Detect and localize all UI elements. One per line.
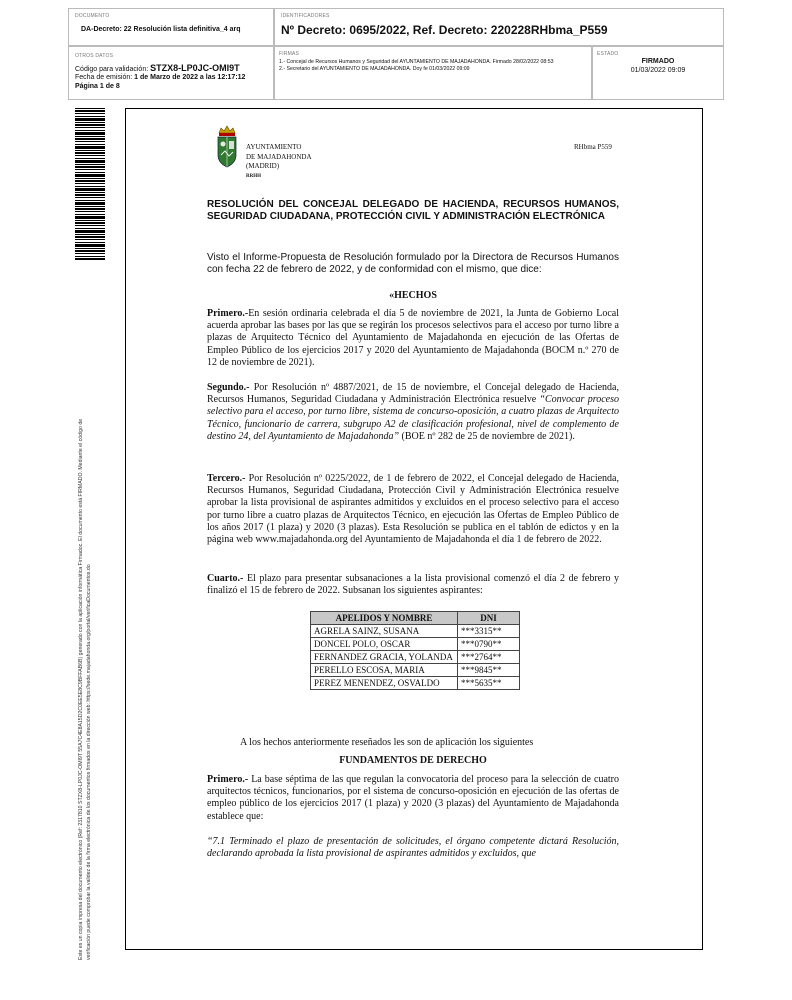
resolution-title: RESOLUCIÓN DEL CONCEJAL DELEGADO DE HACIENDA, RECURSOS HUMANOS, SEGURIDAD CIUDADANA, PROTECCIÓN CIVIL Y ADMINISTRACIÓN ELECTRÓNICA — [207, 199, 619, 222]
applicant-dni: ***2764** — [458, 651, 520, 664]
applicants-table — [310, 611, 520, 690]
header-identifiers-box — [274, 8, 724, 46]
verification-side-text — [78, 300, 93, 960]
cuarto-text: El plazo para presentar subsanaciones a la lista provisional comenzó el día 2 de febrero y finalizó el 15 de febrero de 2022. Subsanan los siguientes aspirantes: — [207, 573, 619, 597]
header-other-data-box — [68, 46, 274, 100]
documento-value: DA-Decreto: 22 Resolución lista definitiva_4 arq — [81, 26, 241, 33]
table-row — [311, 664, 520, 677]
table-row — [311, 651, 520, 664]
table-row — [311, 677, 520, 690]
applicant-dni: ***3315** — [458, 625, 520, 638]
letterhead-code: RRHH — [246, 173, 261, 179]
tercero-label: Tercero.- — [207, 473, 246, 484]
table-header-row — [311, 612, 520, 625]
table-row — [311, 638, 520, 651]
primero-label: Primero.- — [207, 308, 249, 319]
paragraph-primero — [207, 308, 619, 369]
applicant-name: FERNANDEZ GRACIA, YOLANDA — [311, 651, 458, 664]
firmas-label: FIRMAS — [279, 51, 300, 57]
applicant-name: DONCEL POLO, OSCAR — [311, 638, 458, 651]
letterhead — [246, 143, 312, 181]
primero-text: En sesión ordinaria celebrada el día 5 de noviembre de 2021, la Junta de Gobierno Local acuerda aprobar las bases por las que se regirán los procesos selectivos para el acceso por turno libre a plazas de Arquitecto Técnico del Ayuntamiento de Majadahonda en ejecución de las Ofertas de Empleo Público de los ejercicios 2017 y 2020 del Ayuntamiento de Majadahonda (BOCM n.º 270 de 12 de noviembre de 2021). — [207, 308, 619, 368]
fecha-value: 1 de Marzo de 2022 a las 12:17:12 — [134, 74, 246, 81]
status-value: FIRMADO — [641, 58, 675, 65]
quote-paragraph: “7.1 Terminado el plazo de presentación de solicitudes, el órgano competente dictará Resolución, declarando aprobada la lista provisional de aspirantes admitidos y excluidos, que — [207, 836, 619, 860]
barcode-image — [75, 108, 105, 260]
applicant-name: PERELLO ESCOSA, MARIA — [311, 664, 458, 677]
segundo-text-b: (BOE nº 282 de 25 de noviembre de 2021). — [399, 430, 575, 442]
coat-of-arms-icon — [215, 125, 239, 169]
letterhead-line-1: AYUNTAMIENTO — [246, 143, 302, 151]
segundo-quote: “Convocar proceso selectivo para el acceso, por turno libre, sistema de concurso-oposición, a cuatro plazas de Arquitecto Técnico, funcionario de carrera, subgrupo A2 de clasificación profesional, nivel de complemento de destino 24, del Ayuntamiento de Majadahonda” — [207, 394, 619, 442]
paragraph-cuarto — [207, 573, 619, 597]
header-document-box — [68, 8, 274, 46]
header-status-box — [592, 46, 724, 100]
status-date: 01/03/2022 09:09 — [630, 67, 686, 74]
fecha-label: Fecha de emisión: — [75, 74, 133, 81]
segundo-text-a: Por Resolución nº 4887/2021, de 15 de noviembre, el Concejal delegado de Hacienda, Recursos Humanos, Seguridad Ciudadana y Administración Electrónica resuelve — [207, 382, 619, 406]
segundo-label: Segundo.- — [207, 382, 250, 393]
cuarto-label: Cuarto.- — [207, 573, 244, 584]
applicant-name: PEREZ MENENDEZ, OSVALDO — [311, 677, 458, 690]
letterhead-line-3: (MADRID) — [246, 162, 280, 171]
applicant-dni: ***9845** — [458, 664, 520, 677]
estado-label: ESTADO — [597, 51, 619, 57]
column-header-name: APELIDOS Y NOMBRE — [311, 612, 458, 625]
header-signatures-box — [274, 46, 592, 100]
page-count: Página 1 de 8 — [75, 83, 120, 90]
hechos-closing: A los hechos anteriormente reseñados les son de aplicación los siguientes — [240, 737, 534, 748]
signature-2: 2.- Secretario del AYUNTAMIENTO DE MAJADAHONDA. Doy fe 01/03/2022 09:09 — [279, 66, 470, 72]
paragraph-segundo — [207, 382, 619, 443]
codigo-label: Código para validación: — [75, 66, 149, 73]
identificadores-label: IDENTIFICADORES — [281, 13, 330, 19]
column-header-dni: DNI — [458, 612, 520, 625]
intro-paragraph: Visto el Informe-Propuesta de Resolución formulado por la Directora de Recursos Humanos con fecha 22 de febrero de 2022, y de conformidad con el mismo, que dice: — [207, 252, 619, 275]
fd-primero-label: Primero.- — [207, 774, 249, 785]
otros-datos-label: OTROS DATOS — [75, 53, 114, 59]
signature-1: 1.- Concejal de Recursos Humanos y Seguridad del AYUNTAMIENTO DE MAJADAHONDA. Firmado 28/02/2022 08:53 — [279, 59, 554, 65]
table-row — [311, 625, 520, 638]
applicant-dni: ***5635** — [458, 677, 520, 690]
hechos-heading: «HECHOS — [389, 290, 437, 301]
paragraph-tercero — [207, 473, 619, 546]
validation-code[interactable]: STZX8-LP0JC-OMI9T — [150, 63, 240, 73]
applicant-dni: ***0790** — [458, 638, 520, 651]
fundamentos-heading: FUNDAMENTOS DE DERECHO — [339, 755, 487, 766]
side-text-line-1: Este es un copia impresa del documento electrónico (Ref: 2317810 STZX8-LP0JC-OMI9T 55A7C4E8A15D2C0EE5E8C9BFFAB6B) generado con la aplicación informática Firmadoc. El documento está FIRMADO. Mediante el código de — [78, 418, 84, 960]
decreto-number: Nº Decreto: 0695/2022, Ref. Decreto: 220228RHbma_P559 — [281, 23, 608, 37]
paragraph-fd-primero — [207, 774, 619, 823]
applicant-name: AGRELA SAINZ, SUSANA — [311, 625, 458, 638]
side-text-line-2: verificación puede comprobar la validez de la firma electrónica de los documentos firmados en la dirección web: https://sede.majadahonda.org/portal/verificaDocumentos.do — [85, 564, 92, 960]
reference-code: RHbma P559 — [574, 143, 612, 151]
documento-label: DOCUMENTO — [75, 13, 110, 19]
fd-primero-text: La base séptima de las que regulan la convocatoria del proceso para la selección de cuatro arquitectos técnicos, funcionarios, por el sistema de concurso-oposición en ejecución de las ofertas de empleo público de los ejercicios 2017 (1 plaza) y 2020 (3 plazas) del Ayuntamiento de Majadahonda establece que: — [207, 774, 619, 822]
tercero-text: Por Resolución nº 0225/2022, de 1 de febrero de 2022, el Concejal delegado de Hacienda, Recursos Humanos, Seguridad Ciudadana, Protección Civil y Administración Electrónica resuelve aprobar la lista provisional de aspirantes admitidos y excluidos en el proceso selectivo para el acceso por turno libre a cuatro plazas de Arquitectos Técnico, en ejecución las Ofertas de Empleo Público de los años 2017 (1 plaza) y 2020 (3 plazas). Esta Resolución se publica en el tablón de edictos y en la página web www.majadahonda.org del Ayuntamiento de Majadahonda el día 1 de febrero de 2022. — [207, 473, 619, 546]
letterhead-line-2: DE MAJADAHONDA — [246, 152, 312, 161]
